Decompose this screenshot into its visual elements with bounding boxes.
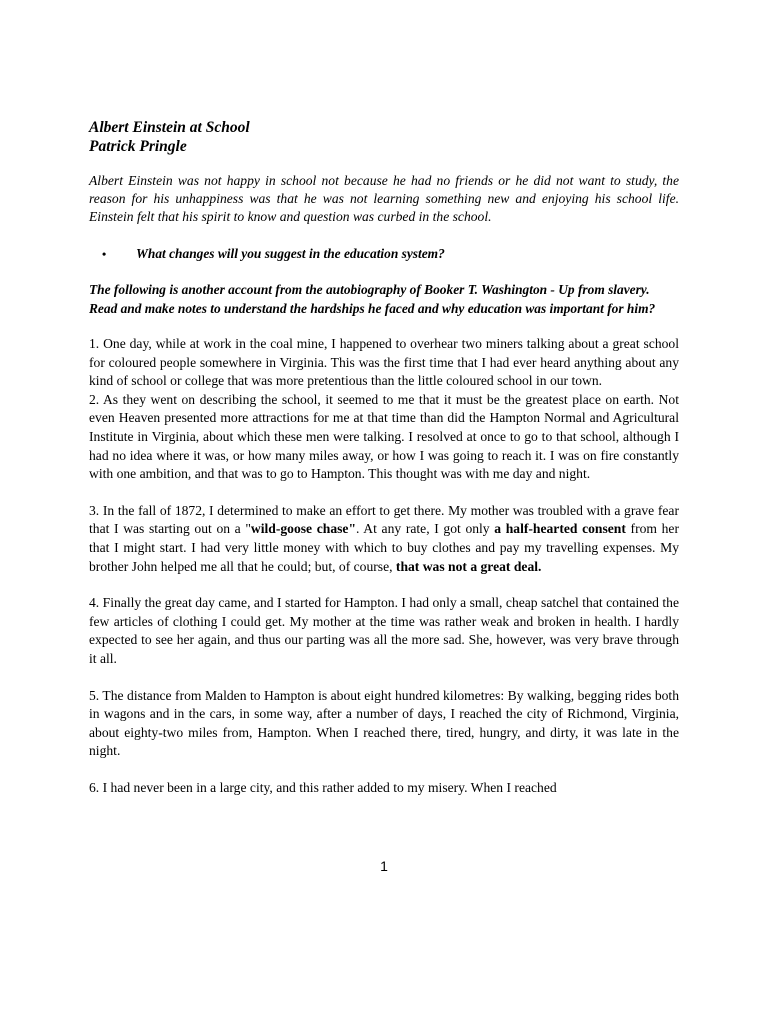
question-bullet (89, 245, 679, 263)
intro-paragraph: Albert Einstein was not happy in school not because he had no friends or he did not want to study, the reason for his unhappiness was that he was not learning something new and enjoying his school life. Einstein felt that his spirit to know and question was curbed in the school. (89, 173, 679, 224)
paragraph-3-text: from her that I might start. I had very little money with which to buy clothes and pay my travelling expenses. My brother John helped me all that he could; but, of course, (89, 521, 679, 574)
document-page (89, 118, 679, 797)
paragraph-3-text: . At any rate, I got only (356, 521, 495, 537)
instruction-line: The following is another account from the autobiography of Booker T. Washington - Up from slavery. (89, 282, 650, 297)
instructions-block (89, 280, 679, 318)
document-title (89, 118, 679, 156)
paragraph-2: 2. As they went on describing the school, it seemed to me that it must be the greatest place on earth. Not even Heaven presented more attractions for me at that time than did the Hampton Normal and Agricultural Institute in Virginia, about which these men were talking. I resolved at once to go to that school, although I had no idea where it was, or how many miles away, or how I was going to reach it. I was on fire constantly with one ambition, and that was to go to Hampton. This thought was with me day and night. (89, 391, 679, 482)
title-line: Albert Einstein at School (89, 119, 250, 136)
page-number: 1 (380, 858, 388, 874)
author-line: Patrick Pringle (89, 138, 187, 155)
paragraph-5: 5. The distance from Malden to Hampton is about eight hundred kilometres: By walking, begging rides both in wagons and in the cars, in some way, after a number of days, I reached the city of Richmond, Virginia, about eighty-two miles from, Hampton. When I reached there, tired, hungry, and dirty, it was late in the night. (89, 687, 679, 759)
excerpt-body (89, 335, 679, 797)
paragraph-4: 4. Finally the great day came, and I started for Hampton. I had only a small, cheap satchel that contained the few articles of clothing I could get. My mother at the time was rather weak and broken in health. I hardly expected to see her again, and thus our parting was all the more sad. She, however, was very brave through it all. (89, 595, 679, 666)
paragraph-3 (89, 502, 679, 576)
question-text: What changes will you suggest in the education system? (136, 246, 445, 261)
paragraph-3-text: 3. In the fall of 1872, I determined to make an effort to get there. My mother was troubled with a grave fear that I was starting out on a " (89, 502, 679, 537)
paragraph-3-bold: that was not a great deal. (395, 558, 542, 574)
instruction-line: Read and make notes to understand the hardships he faced and why education was important for him? (89, 301, 656, 316)
paragraph-3-bold: wild-goose chase" (250, 521, 357, 537)
paragraph-3-bold: a half-hearted consent (494, 521, 626, 537)
paragraph-6: 6. I had never been in a large city, and this rather added to my misery. When I reached (89, 779, 557, 795)
bullet-icon: • (102, 247, 107, 261)
paragraph-1: 1. One day, while at work in the coal mine, I happened to overhear two miners talking about a great school for coloured people somewhere in Virginia. This was the first time that I had ever heard anything about any kind of school or college that was more pretentious than the little coloured school in our town. (89, 336, 679, 389)
